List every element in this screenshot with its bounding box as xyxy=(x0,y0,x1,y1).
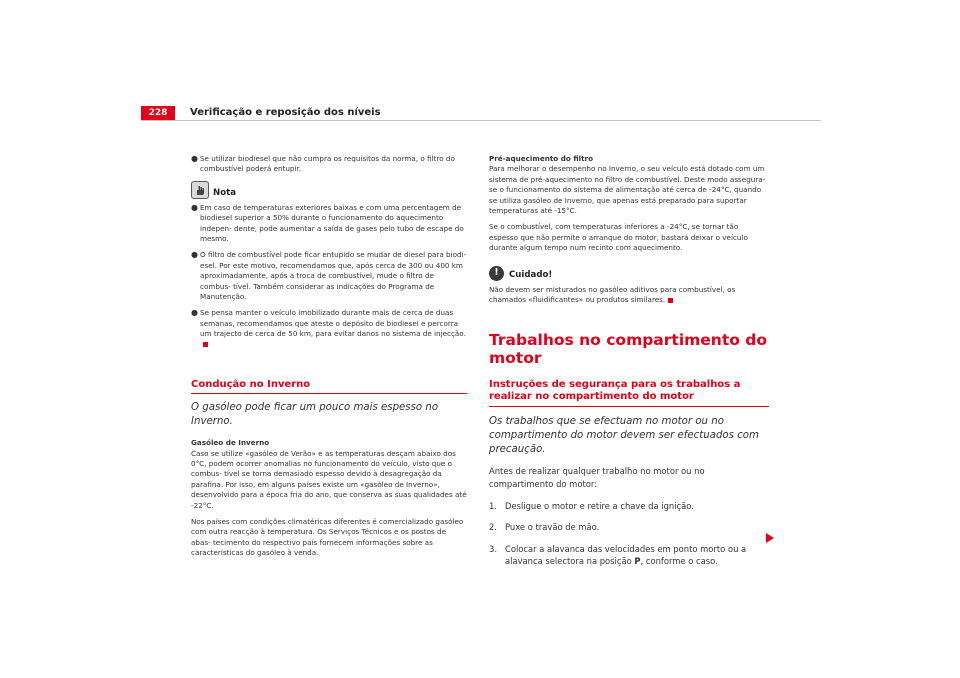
end-mark-icon xyxy=(668,298,673,303)
step-number: 3. xyxy=(489,543,497,554)
bullet-icon: ● xyxy=(191,250,198,260)
instructions xyxy=(489,465,769,568)
page-header-title: Verificação e reposição dos níveis xyxy=(190,107,381,118)
caution-text xyxy=(489,285,769,306)
step-text xyxy=(505,543,769,568)
step-text-before: Colocar a alavanca das velocidades em ponto morto ou a alavanca selectora na posição xyxy=(505,543,747,567)
paragraph: Para melhorar o desempenho no Inverno, o seu veículo está dotado com um sistema de pré-aquecimento no filtro de combustível. Deste modo assegura- se o funcionamento do sistema de alimentação até cerca de -24°C, quando se utiliza gasóleo de Inverno, que apenas está preparado para suportar temperaturas até -15°C. xyxy=(489,164,766,216)
note-icon xyxy=(191,181,209,199)
subheading: Gasóleo de Inverno xyxy=(191,438,270,448)
paragraph: Se o combustível, com temperaturas inferiores a -24°C, se tornar tão espesso que não permite o arranque do motor, bastará deixar o veículo durante algum tempo num recinto com aquecimento. xyxy=(489,222,748,253)
bullet-text: Se utilizar biodiesel que não cumpra os requisitos da norma, o filtro do combustível poderá entupir. xyxy=(200,154,455,174)
continue-arrow-icon xyxy=(766,533,774,543)
bullet-icon: ● xyxy=(191,308,198,318)
section-title: Condução no Inverno xyxy=(191,378,467,394)
bullet-text xyxy=(200,308,467,350)
list-item xyxy=(191,154,467,175)
caution-text-content: Não devem ser misturados no gasóleo aditivos para combustível, os chamados «fluidificantes» ou produtos similares. xyxy=(489,284,736,305)
caution-heading xyxy=(489,266,769,281)
list-item xyxy=(191,203,467,245)
section-lead: O gasóleo pode ficar um pouco mais espesso no Inverno. xyxy=(191,402,439,428)
end-mark-icon xyxy=(203,342,208,347)
page-number: 228 xyxy=(141,106,175,120)
instructions-intro: Antes de realizar qualquer trabalho no motor ou no compartimento do motor: xyxy=(489,466,705,490)
note-title: Nota xyxy=(213,188,237,199)
note-heading xyxy=(191,181,467,199)
step-number: 2. xyxy=(489,522,497,533)
section-title: Instruções de segurança para os trabalhos a realizar no compartimento do motor xyxy=(489,379,769,407)
chapter-title: Trabalhos no compartimento do motor xyxy=(489,331,768,368)
section-lead: Os trabalhos que se efectuam no motor ou no compartimento do motor devem ser efectuados com precaução. xyxy=(489,416,759,456)
step-text-after: , conforme o caso. xyxy=(640,556,718,567)
left-column xyxy=(191,154,467,565)
right-column xyxy=(489,154,769,568)
list-item xyxy=(489,543,769,568)
list-item xyxy=(489,500,769,513)
step-text: Puxe o travão de mão. xyxy=(505,522,600,533)
paragraph: Nos países com condições climatéricas diferentes é comercializado gasóleo com outra reacção à temperatura. Os Serviços Técnicos e os postos de abas- tecimento do respectivo país fornecem informações sobre as características do gasóleo à venda. xyxy=(191,516,464,558)
bullet-icon: ● xyxy=(191,202,198,212)
bullet-icon: ● xyxy=(191,154,198,163)
subheading: Pré-aquecimento do filtro xyxy=(489,154,594,163)
list-item xyxy=(191,250,467,302)
gear-position: P xyxy=(634,556,641,567)
list-item xyxy=(191,308,467,350)
step-number: 1. xyxy=(489,500,497,511)
bullet-text: O filtro de combustível pode ficar entupido se mudar de diesel para biodi- esel. Por este motivo, recomendamos que, após cerca de 300 ou 400 km aproximadamente, após a troca de combustível, mude o filtro de combus- tível. Também considerar as indicações do Programa de Manutenção. xyxy=(200,250,467,302)
paragraph: Caso se utilize «gasóleo de Verão» e as temperaturas desçam abaixo dos 0°C, podem ocorrer anomalias no funcionamento do veículo, visto que o combus- tível se torna demasiado espesso devido à desagregação da parafina. Por isso, em alguns países existe um «gasóleo de Inverno», desenvolvido para a época fria do ano, que conserva as suas qualidades até -22°C. xyxy=(191,448,467,510)
header-divider xyxy=(141,120,821,121)
warning-icon: ! xyxy=(489,266,504,281)
bullet-text: Em caso de temperaturas exteriores baixas e com uma percentagem de biodiesel superior a 50% durante o funcionamento do aquecimento indepen- dente, pode aumentar a saída de gases pelo tubo de escape do mesmo. xyxy=(200,202,464,244)
caution-title: Cuidado! xyxy=(509,270,553,281)
bullet-text-content: Se pensa manter o veículo imobilizado durante mais de cerca de duas semanas, recomendamos que ateste o depósito de biodiesel e percorra um trajecto de cerca de 50 km, para evitar danos no sistema de injecção. xyxy=(200,308,466,339)
step-text: Desligue o motor e retire a chave da ignição. xyxy=(505,500,694,511)
list-item xyxy=(489,521,769,534)
